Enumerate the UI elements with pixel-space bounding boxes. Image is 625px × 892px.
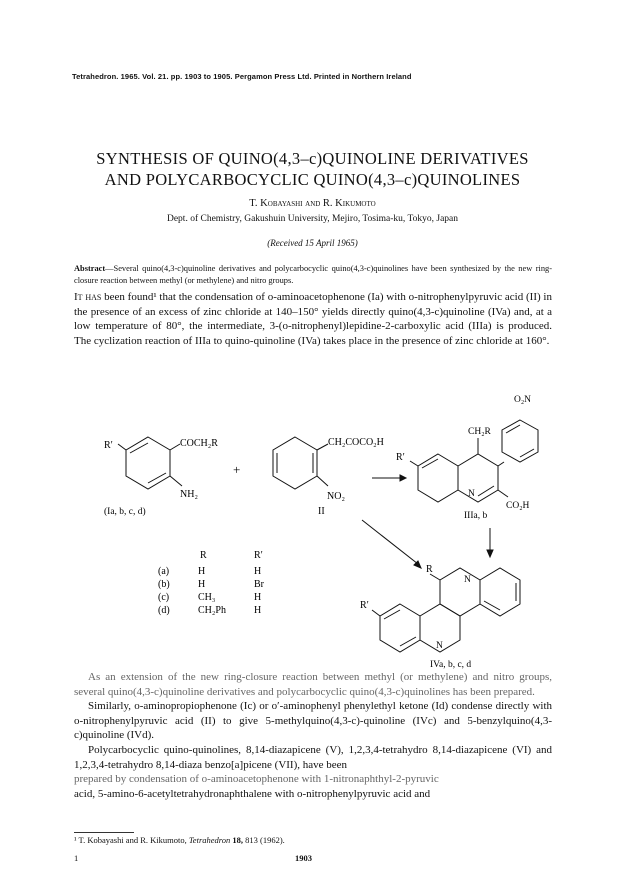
reaction-scheme	[90, 382, 550, 672]
compound-II-label: II	[318, 506, 325, 517]
table-row-id: (b)	[158, 579, 170, 590]
compound-I-NH2: NH₂	[180, 489, 198, 500]
table-header-R: R	[200, 550, 207, 561]
table-row-Rprime: H	[254, 592, 262, 603]
table-row-id: (c)	[158, 592, 170, 603]
abstract	[74, 263, 552, 286]
table-row-R: CH₃	[198, 592, 216, 603]
paragraph-line-prepared: prepared by condensation of o-aminoacetophenone with 1-nitronaphthyl-2-pyruvic	[74, 773, 439, 786]
compound-IV-ring-d	[480, 568, 520, 616]
compound-IV-ring-a	[380, 604, 420, 652]
compound-III-label: IIIa, b	[464, 511, 488, 521]
compound-IV-ring-c	[440, 568, 480, 616]
page-marker: 1	[74, 853, 79, 863]
journal-header: Tetrahedron. 1965. Vol. 21. pp. 1903 to 1905. Pergamon Press Ltd. Printed in Northern Ireland	[72, 72, 412, 81]
table-row-Rprime: Br	[254, 579, 264, 590]
compound-III-CH2R: CH₂R	[468, 427, 491, 437]
compound-II-side-chain: CH₂COCO₂H	[328, 437, 384, 448]
intro-lead: It has	[74, 291, 102, 303]
footnote-authors: ¹ T. Kobayashi and R. Kikumoto,	[74, 835, 189, 845]
body-text	[74, 670, 552, 801]
table-row-R: H	[198, 579, 206, 590]
compound-III-nitrophenyl	[502, 420, 538, 462]
compound-IV-R: R	[426, 564, 433, 575]
table-header-Rprime: R′	[254, 550, 263, 561]
substituent-table	[158, 550, 265, 616]
compound-I-label: (Ia, b, c, d)	[104, 507, 146, 517]
footnote-volume: 18,	[230, 835, 244, 845]
compound-IV-label: IVa, b, c, d	[430, 660, 472, 670]
footnote-journal: Tetrahedron	[188, 835, 231, 845]
paragraph-extension: As an extension of the new ring-closure reaction between methyl (or methylene) and nitro groups, several quino(4,3-c)quinoline derivatives and polycarbocyclic quino(4,3-c)quinolines has been prepared.	[74, 671, 552, 698]
compound-I-COCH2R: COCH₂R	[180, 438, 218, 449]
affiliation: Dept. of Chemistry, Gakushuin University, Mejiro, Tosima-ku, Tokyo, Japan	[166, 214, 459, 224]
compound-II-ring	[273, 437, 317, 489]
table-row-R: CH₂Ph	[198, 605, 226, 616]
compound-IV-N-bottom: N	[436, 641, 443, 651]
compound-III-ring-a	[418, 454, 458, 502]
footnote	[74, 835, 285, 845]
compound-IV-Rprime: R′	[360, 600, 369, 611]
compound-III-O2N: O₂N	[514, 395, 532, 405]
intro-text: been found¹ that the condensation of o-aminoacetophenone (Ia) with o-nitrophenylpyruvic acid (II) in the presence of an excess of zinc chloride at 140–150° yields directly quino(4,3-c)quinoline (IVa) and, at a low temperature of 80°, the intermediate, 3-(o-nitrophenyl)lepidine-2-carboxylic acid (IIIa) is produced. The cyclization reaction of IIIa to quino-quinoline (IVa) takes place in the presence of zinc chloride at 160°.	[74, 291, 552, 347]
paper-title	[60, 148, 565, 190]
abstract-text: —Several quino(4,3-c)quinoline derivatives and polycarbocyclic quino(4,3-c)quinolines have been synthesized by the new ring-closure reaction between methyl (or methylene) and nitro groups.	[74, 264, 552, 285]
plus-sign: +	[233, 462, 241, 477]
paragraph-line-acid: acid, 5-amino-6-acetyltetrahydronaphthalene with o-nitrophenylpyruvic acid and	[74, 787, 431, 800]
intro-paragraph	[74, 290, 552, 348]
table-row-R: H	[198, 566, 206, 577]
table-row-Rprime: H	[254, 566, 262, 577]
compound-IV-N-top: N	[464, 575, 471, 585]
title-line-1: SYNTHESIS OF QUINO(4,3–c)QUINOLINE DERIVATIVES	[96, 149, 529, 168]
compound-I-ring	[126, 437, 170, 489]
table-row-id: (d)	[158, 605, 170, 616]
page-number: 1903	[295, 853, 312, 863]
table-row-Rprime: H	[254, 605, 262, 616]
compound-III-ring-b	[458, 454, 498, 502]
table-row-id: (a)	[158, 566, 170, 577]
compound-III-Rprime: R′	[396, 452, 405, 463]
paragraph-polycarbocyclic: Polycarbocyclic quino-quinolines, 8,14-diazapicene (V), 1,2,3,4-tetrahydro 8,14-diazapicene (VI) and 1,2,3,4-tetrahydro 8,14-diaza benzo[a]picene (VII), have been	[74, 743, 552, 771]
footnote-rule	[74, 832, 134, 833]
compound-I-Rprime: R′	[104, 440, 113, 451]
compound-III-CO2H: CO₂H	[506, 501, 530, 511]
footnote-pages: 813 (1962).	[243, 835, 285, 845]
compound-III-N: N	[468, 489, 475, 499]
authors: T. Kobayashi and R. Kikumoto	[249, 198, 376, 209]
abstract-label: Abstract	[74, 264, 106, 273]
paragraph-similarly: Similarly, o-aminopropiophenone (Ic) or o′-aminophenyl phenylethyl ketone (Id) condense directly with o-nitrophenylpyruvic acid (II) to give 5-methylquino(4,3-c)-quinoline (IVc) and 5-benzylquino(4,3-c)quinoline (IVd).	[74, 700, 552, 742]
received-date: (Received 15 April 1965)	[267, 238, 358, 248]
compound-II-NO2: NO₂	[327, 491, 345, 502]
title-line-2: AND POLYCARBOCYCLIC QUINO(4,3–c)QUINOLINES	[104, 170, 521, 189]
